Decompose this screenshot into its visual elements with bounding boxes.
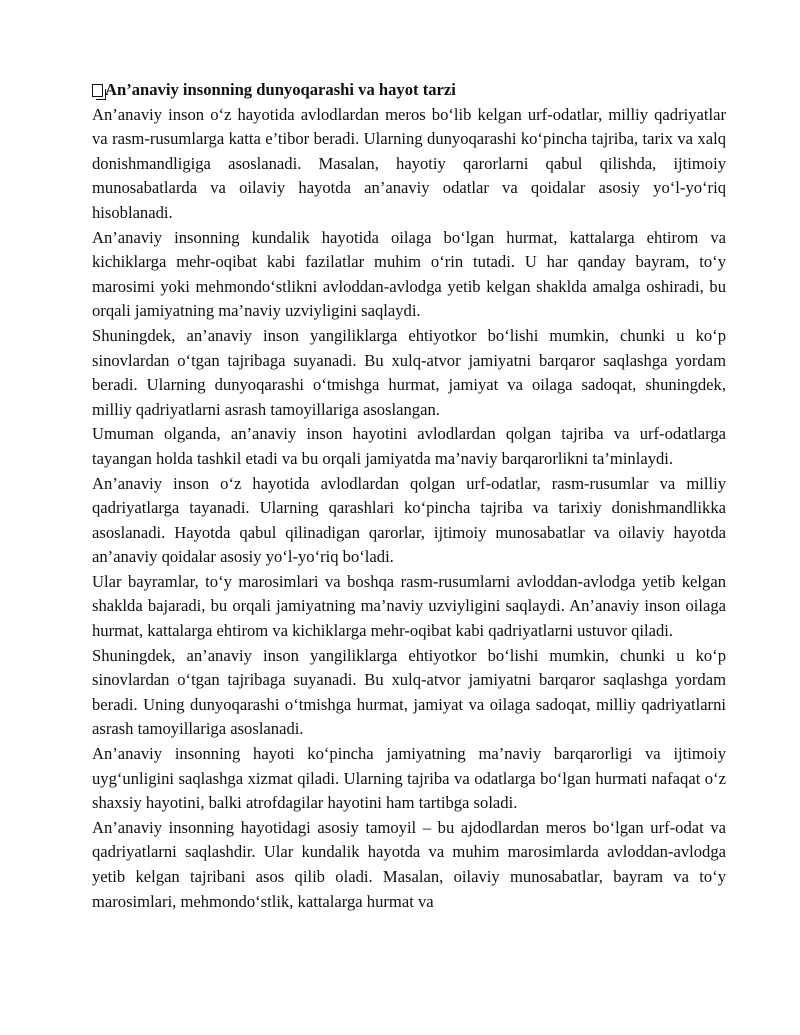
section-heading-text: An’anaviy insonning dunyoqarashi va hayot tarzi [105, 80, 456, 99]
paragraph-6: Ular bayramlar, to‘y marosimlari va boshqa rasm-rusumlarni avloddan-avlodga yetib kelgan shaklda bajaradi, bu orqali jamiyatning ma’naviy uzviyligini saqlaydi. An’anaviy inson oilaga hurmat, kattalarga ehtirom va kichiklarga mehr-oqibat kabi qadriyatlarni ustuvor qiladi. [92, 571, 726, 641]
paragraph-1: An’anaviy inson o‘z hayotida avlodlardan meros bo‘lib kelgan urf-odatlar, milliy qadriyatlar va rasm-rusumlarga katta e’tibor beradi. Ularning dunyoqarashi ko‘pincha tajriba, tarix va xalq donishmandligiga asoslanadi. Masalan, hayotiy qarorlarni qabul qilishda, ijtimoiy munosabatlarda va oilaviy hayotda an’anaviy odatlar va qoidalar asosiy yo‘l-yo‘riq hisoblanadi. [92, 104, 726, 222]
section-heading [92, 78, 726, 103]
paragraph-5: An’anaviy inson o‘z hayotida avlodlardan qolgan urf-odatlar, rasm-rusumlar va milliy qadriyatlarga tayanadi. Ularning qarashlari ko‘pincha tajriba va tarixiy donishmandlikka asoslanadi. Hayotda qabul qilinadigan qarorlar, ijtimoiy munosabatlar va oilaviy hayotda an’anaviy qoidalar asosiy yo‘l-yo‘riq bo‘ladi. [92, 473, 726, 567]
paragraph-7: Shuningdek, an’anaviy inson yangiliklarga ehtiyotkor bo‘lishi mumkin, chunki u ko‘p sinovlardan o‘tgan tajribaga suyanadi. Bu xulq-atvor jamiyatni barqaror saqlashga yordam beradi. Uning dunyoqarashi o‘tmishga hurmat, jamiyat va oilaga sadoqat, milliy qadriyatlarni asrash tamoyillariga asoslanadi. [92, 645, 726, 739]
square-box-icon [92, 84, 103, 97]
paragraph-8: An’anaviy insonning hayoti ko‘pincha jamiyatning ma’naviy barqarorligi va ijtimoiy uyg‘unligini saqlashga xizmat qiladi. Ularning tajriba va odatlarga bo‘lgan hurmati nafaqat o‘z shaxsiy hayotini, balki atrofdagilar hayotini ham tartibga soladi. [92, 744, 726, 813]
paragraph-9: An’anaviy insonning hayotidagi asosiy tamoyil – bu ajdodlardan meros bo‘lgan urf-odat va qadriyatlarni saqlashdir. Ular kundalik hayotda va muhim marosimlarda avloddan-avlodga yetib kelgan tajribani asos qilib oladi. Masalan, oilaviy munosabatlar, bayram va to‘y marosimlari, mehmondo‘stlik, kattalarga hurmat va [92, 817, 726, 911]
paragraph-2: An’anaviy insonning kundalik hayotida oilaga bo‘lgan hurmat, kattalarga ehtirom va kichiklarga mehr-oqibat kabi fazilatlar muhim o‘rin tutadi. U har qanday bayram, to‘y marosimi yoki mehmondo‘stlikni avloddan-avlodga yetib kelgan shaklda amalga oshiradi, bu orqali jamiyatning ma’naviy uzviyligini saqlaydi. [92, 227, 726, 321]
paragraph-4: Umuman olganda, an’anaviy inson hayotini avlodlardan qolgan tajriba va urf-odatlarga tayangan holda tashkil etadi va bu orqali jamiyatda ma’naviy barqarorlikni ta’minlaydi. [92, 424, 726, 468]
document-page [92, 78, 726, 914]
paragraph-3: Shuningdek, an’anaviy inson yangiliklarga ehtiyotkor bo‘lishi mumkin, chunki u ko‘p sinovlardan o‘tgan tajribaga suyanadi. Bu xulq-atvor jamiyatni barqaror saqlashga yordam beradi. Ularning dunyoqarashi o‘tmishga hurmat, jamiyat va oilaga sadoqat, shuningdek, milliy qadriyatlarni asrash tamoyillariga asoslangan. [92, 325, 726, 419]
